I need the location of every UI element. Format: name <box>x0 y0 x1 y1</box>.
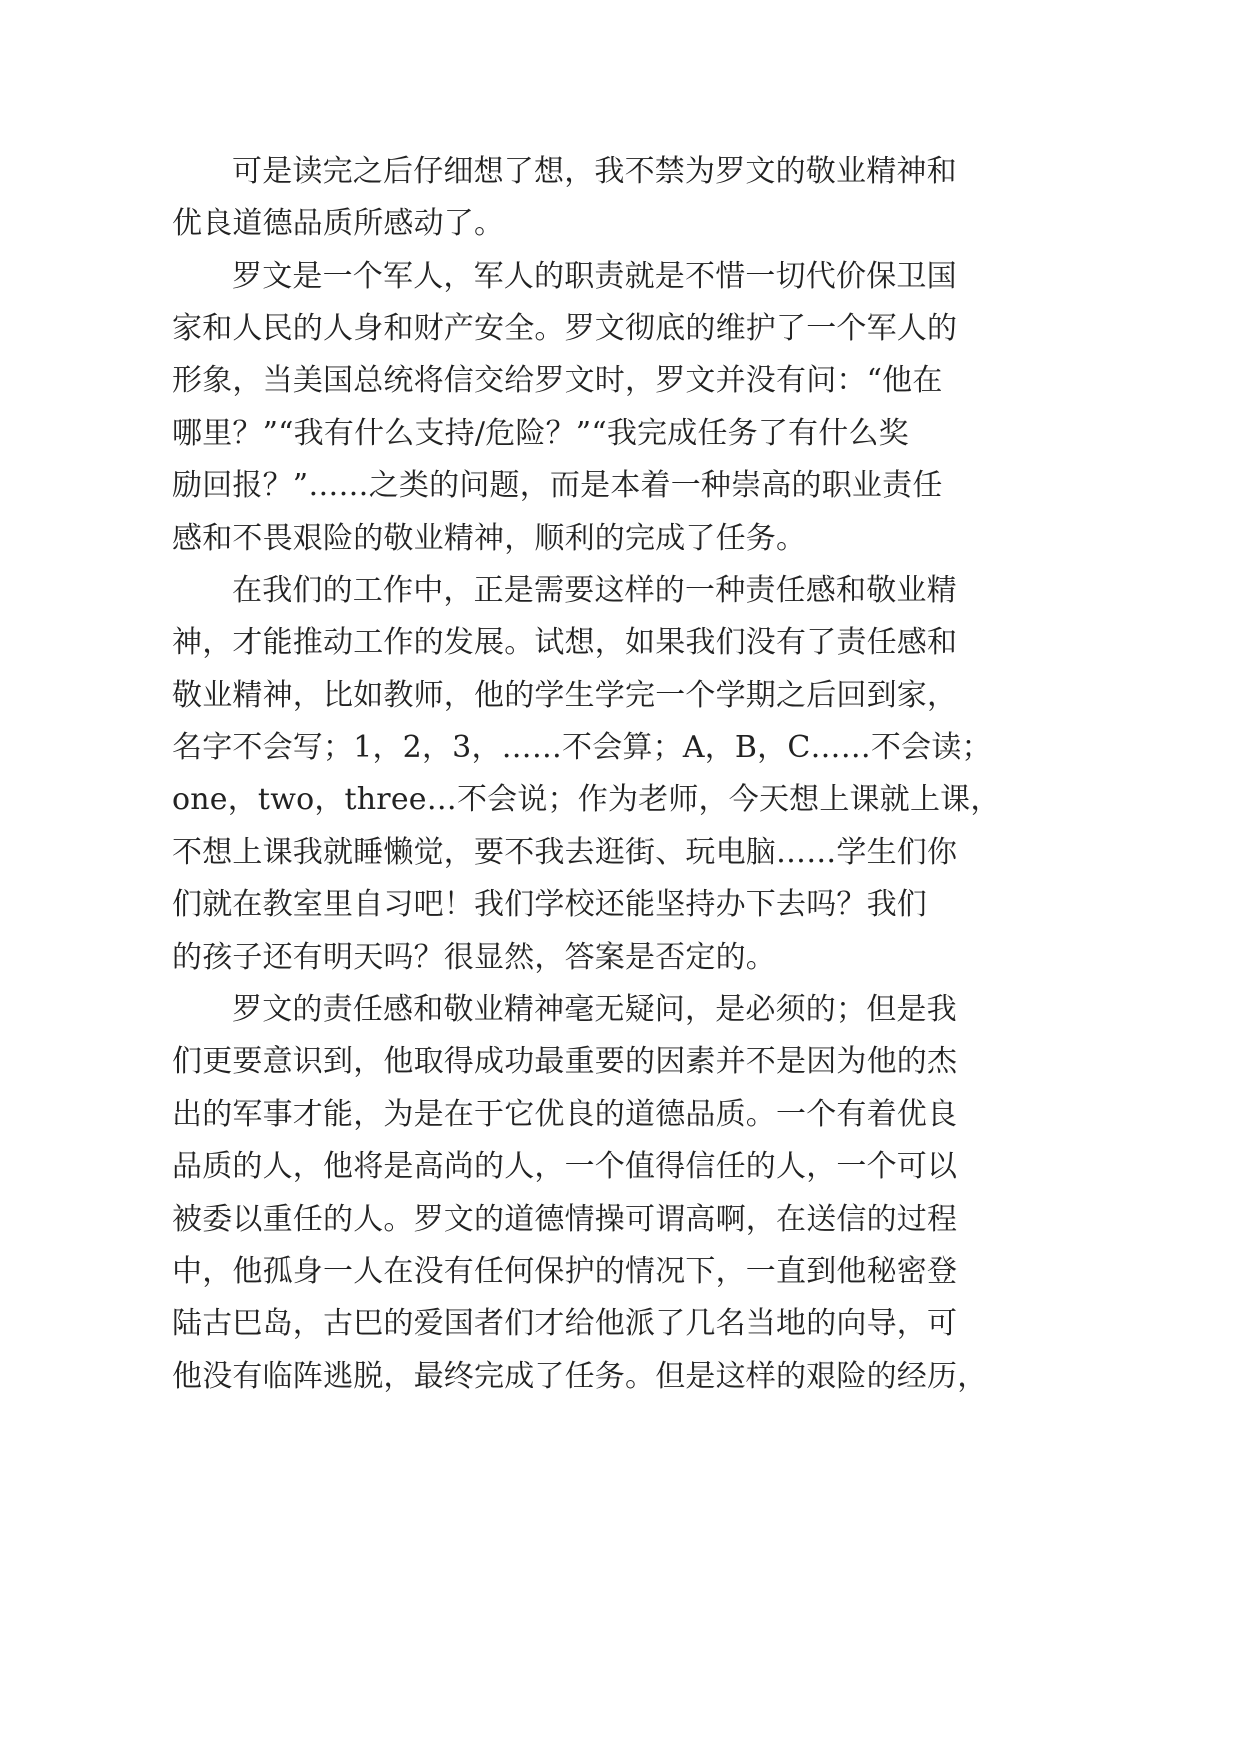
text-line: 的孩子还有明天吗？很显然，答案是否定的。 <box>172 940 776 975</box>
text-line: 神，才能推动工作的发展。试想，如果我们没有了责任感和 <box>172 625 958 660</box>
text-line: 可是读完之后仔细想了想，我不禁为罗文的敬业精神和 <box>232 154 957 189</box>
text-line: 感和不畏艰险的敬业精神，顺利的完成了任务。 <box>172 521 807 556</box>
text-line: 罗文是一个军人，军人的职责就是不惜一切代价保卫国 <box>232 259 957 294</box>
text-line: 中，他孤身一人在没有任何保护的情况下，一直到他秘密登 <box>172 1254 958 1289</box>
text-line: 罗文的责任感和敬业精神毫无疑问，是必须的；但是我 <box>232 992 957 1027</box>
text-line: 名字不会写；1，2，3，……不会算；A，B，C……不会读； <box>172 730 992 765</box>
text-line: one，two，three…不会说；作为老师，今天想上课就上课， <box>172 782 1001 817</box>
text-line: 品质的人，他将是高尚的人，一个值得信任的人，一个可以 <box>172 1149 958 1184</box>
text-line: 出的军事才能，为是在于它优良的道德品质。一个有着优良 <box>172 1097 958 1132</box>
text-line: 形象，当美国总统将信交给罗文时，罗文并没有问：“他在 <box>172 363 943 398</box>
text-line: 在我们的工作中，正是需要这样的一种责任感和敬业精 <box>232 573 957 608</box>
text-line: 励回报？”……之类的问题，而是本着一种崇高的职业责任 <box>172 468 943 503</box>
text-line: 家和人民的人身和财产安全。罗文彻底的维护了一个军人的 <box>172 311 958 346</box>
text-line: 敬业精神，比如教师，他的学生学完一个学期之后回到家， <box>172 678 958 713</box>
text-line: 们就在教室里自习吧！我们学校还能坚持办下去吗？我们 <box>172 887 927 922</box>
text-line: 优良道德品质所感动了。 <box>172 206 505 241</box>
text-line: 陆古巴岛，古巴的爱国者们才给他派了几名当地的向导，可 <box>172 1306 958 1341</box>
text-line: 不想上课我就睡懒觉，要不我去逛街、玩电脑……学生们你 <box>172 835 958 870</box>
text-line: 他没有临阵逃脱，最终完成了任务。但是这样的艰险的经历， <box>172 1359 988 1394</box>
text-line: 哪里？”“我有什么支持/危险？”“我完成任务了有什么奖 <box>172 416 909 451</box>
text-line: 被委以重任的人。罗文的道德情操可谓高啊，在送信的过程 <box>172 1202 958 1237</box>
text-line: 们更要意识到，他取得成功最重要的因素并不是因为他的杰 <box>172 1044 958 1079</box>
